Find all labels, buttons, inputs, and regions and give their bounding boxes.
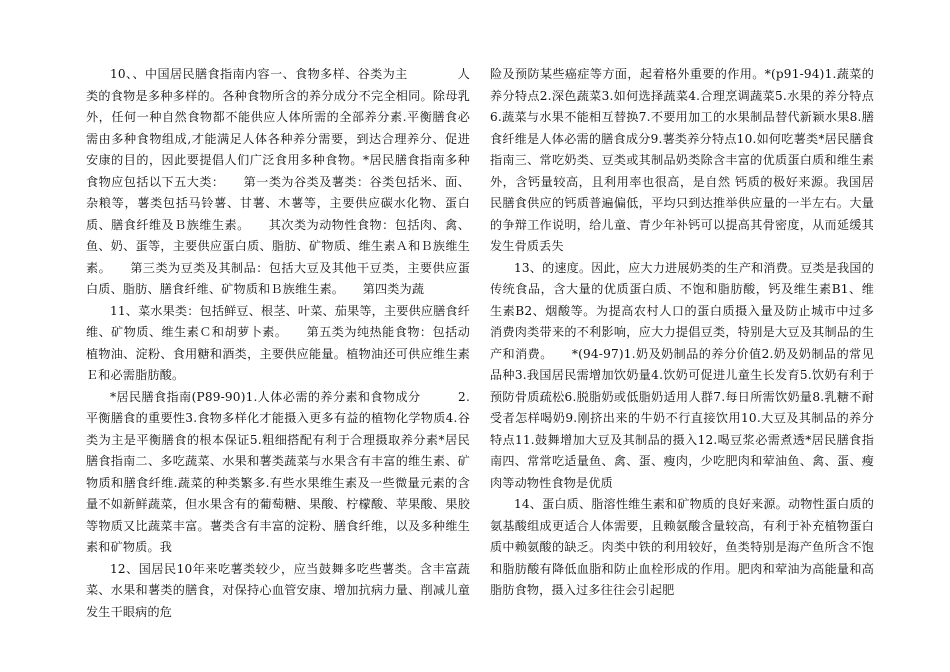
paragraph-12-continued: 险及预防某些癌症等方面，起着格外重要的作用。*(p91-94)1.蔬菜的养分特点2.深色蔬菜3.如何选择蔬菜4.合理烹调蔬菜5.水果的养分特点6.蔬菜与水果不能相互替换7.不要用加工的水果制品替代新颖水果8.膳食纤维是人体必需的膳食成分9.薯类养分特点10.如何吃薯类*居民膳食指南三、常吃奶类、豆类或其制品奶类除含丰富的优质蛋白质和维生素外，含钙量较高，且利用率也很高，是自然 钙质的极好来源。我国居民膳食供应的钙质普遍偏低，平均只到达推举供应量的一半左右。大量的争辩工作说明，给儿童、青少年补钙可以提高其骨密度，从而延缓其发生骨质丢失 bbox=[490, 67, 874, 253]
paragraph-dietary-guide-1-2: *居民膳食指南(P89-90)1.人体必需的养分素和食物成分 2.平衡膳食的重要性3.食物多样化才能摄入更多有益的植物化学物质4.谷类为主是平衡膳食的根本保证5.粗细搭配有利于合理摄取养分素*居民膳食指南二、多吃蔬菜、水果和薯类蔬菜与水果含有丰富的维生素、矿物质和膳食纤维.蔬菜的种类繁多.有些水果维生素及一些微量元素的含量不如新鲜蔬菜，但水果含有的葡萄糖、果酸、柠檬酸、苹果酸、果胶等物质又比蔬菜丰富。薯类含有丰富的淀粉、膳食纤维，以及多种维生素和矿物质。我 bbox=[86, 389, 470, 554]
paragraph-11: 11、菜水果类：包括鲜豆、根茎、叶菜、茄果等，主要供应膳食纤维、矿物质、维生素Ｃ和胡萝卜素。 第五类为纯热能食物：包括动植物油、淀粉、食用糖和酒类，主要供应能量。植物油还可供应维生素Ｅ和必需脂肪酸。 bbox=[86, 303, 471, 382]
paragraph-10: 10、、中国居民膳食指南内容一、食物多样、谷类为主 人类的食物是多种多样的。各种食物所含的养分成分不完全相同。除母乳外，任何一种自然食物都不能供应人体所需的全部养分素.平衡膳食必需由多种食物组成,才能满足人体各种养分需要，到达合理养分、促进安康的目的，因此要提倡人们广泛食用多种食物。*居民膳食指南多种食物应包括以下五大类： 第一类为谷类及薯类：谷类包括米、面、杂粮等，薯类包括马铃薯、甘薯、木薯等，主要供应碳水化物、蛋白质、膳食纤维及Ｂ族维生素。 其次类为动物性食物：包括肉、禽、鱼、奶、蛋等，主要供应蛋白质、脂肪、矿物质、维生素Ａ和Ｂ族维生素。 第三类为豆类及其制品：包括大豆及其他干豆类，主要供应蛋白质、脂肪、膳食纤维、矿物质和Ｂ族维生素。 第四类为蔬 bbox=[86, 67, 470, 296]
paragraph-14: 14、蛋白质、脂溶性维生素和矿物质的良好来源。动物性蛋白质的氨基酸组成更适合人体需要，且赖氨酸含量较高，有利于补充植物蛋白质中赖氨酸的缺乏。肉类中铁的利用较好，鱼类特别是海产鱼所含不饱和脂肪酸有降低血脂和防止血栓形成的作用。肥肉和荤油为高能量和高脂肪食物，摄入过多往往会引起肥 bbox=[490, 497, 875, 597]
left-text-column bbox=[86, 64, 470, 623]
paragraph-13: 13、的速度。因此，应大力进展奶类的生产和消费。豆类是我国的传统食品，含大量的优质蛋白质、不饱和脂肪酸，钙及维生素B1、维生素B2、烟酸等。为提高农村人口的蛋白质摄入量及防止城市中过多消费肉类带来的不利影响，应大力提倡豆类，特别是大豆及其制品的生产和消费。 *(94-97)1.奶及奶制品的养分价值2.奶及奶制品的常见品种3.我国居民需增加饮奶量4.饮奶可促进儿童生长发育5.饮奶有利于预防骨质疏松6.脱脂奶或低脂奶适用人群7.每日所需饮奶量8.乳糖不耐受者怎样喝奶9.刚挤出来的牛奶不行直接饮用10.大豆及其制品的养分特点11.鼓舞增加大豆及其制品的摄入12.喝豆浆必需煮透*居民膳食指南四、常常吃适量鱼、禽、蛋、瘦肉，少吃肥肉和荤油鱼、禽、蛋、瘦肉等动物性食物是优质 bbox=[490, 260, 875, 490]
paragraph-12: 12、国居民10年来吃薯类较少，应当鼓舞多吃些薯类。含丰富蔬菜、水果和薯类的膳食，对保持心血管安康、增加抗病力量、削减儿童发生干眼病的危 bbox=[86, 561, 470, 619]
right-text-column bbox=[490, 64, 874, 602]
